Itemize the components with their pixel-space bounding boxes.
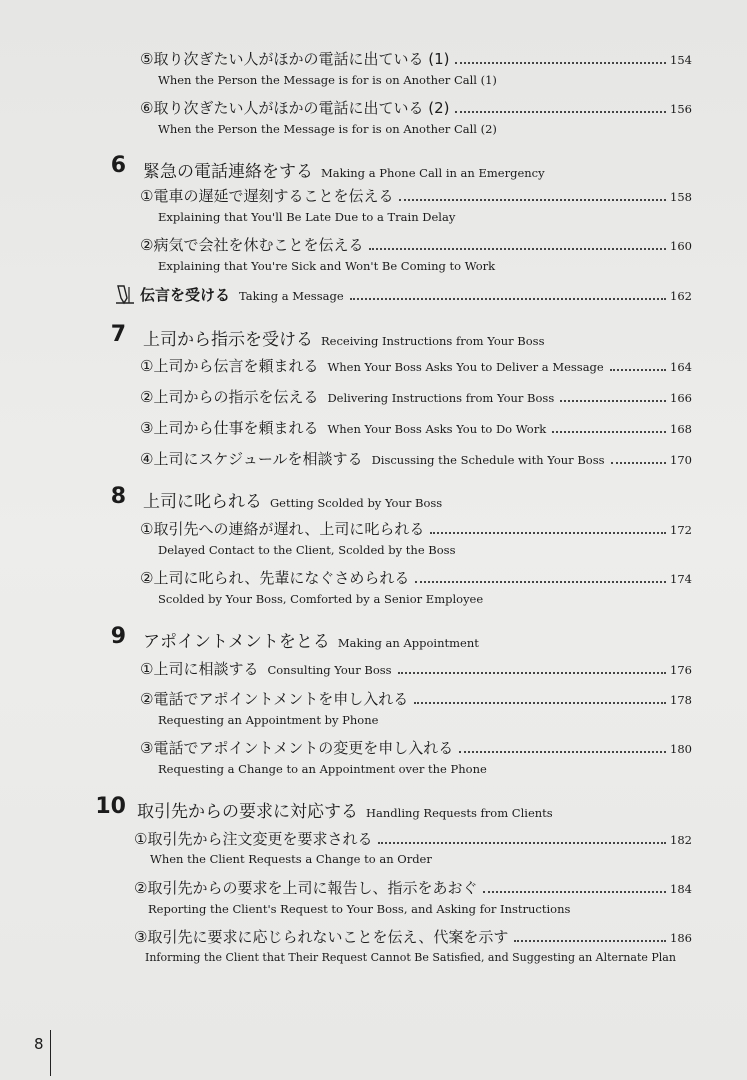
page-number: 8 <box>34 1035 44 1053</box>
chapter-title-en: Handling Requests from Clients <box>366 806 553 820</box>
chapter-number: 7 <box>110 322 126 347</box>
page-ref: 170 <box>670 453 692 467</box>
footer-rule <box>50 1030 51 1076</box>
page-ref: 168 <box>670 422 692 436</box>
entry-english: Requesting a Change to an Appointment over the Phone <box>158 762 487 776</box>
entry-title: ①取引先から注文変更を要求される <box>134 830 373 848</box>
toc-entry[interactable] <box>140 417 692 439</box>
entry-english: Reporting the Client's Request to Your Boss, and Asking for Instructions <box>148 902 571 916</box>
toc-entry[interactable] <box>134 926 692 948</box>
entry-english: Explaining that You're Sick and Won't Be Coming to Work <box>158 259 496 273</box>
page-ref: 176 <box>670 663 692 677</box>
toc-entry[interactable] <box>134 828 692 850</box>
dot-leader <box>350 297 666 300</box>
toc-entry[interactable] <box>140 185 692 207</box>
entry-english: When Your Boss Asks You to Deliver a Message <box>327 360 604 374</box>
entry-title: ①電車の遅延で遅刻することを伝える <box>140 187 394 205</box>
entry-title: ②電話でアポイントメントを申し入れる <box>140 690 409 708</box>
dot-leader <box>415 580 666 583</box>
entry-english: Delayed Contact to the Client, Scolded by the Boss <box>158 543 456 557</box>
chapter-title-jp: 緊急の電話連絡をする <box>143 162 313 182</box>
page-ref: 166 <box>670 391 692 405</box>
page-ref: 184 <box>670 882 692 896</box>
chapter-title <box>137 797 553 822</box>
page-ref: 158 <box>670 190 692 204</box>
toc-entry[interactable] <box>140 448 692 470</box>
entry-english: Scolded by Your Boss, Comforted by a Senior Employee <box>158 592 484 606</box>
toc-entry[interactable] <box>140 658 692 680</box>
dot-leader <box>483 890 666 893</box>
toc-entry[interactable] <box>140 688 692 710</box>
chapter-title <box>143 487 442 512</box>
chapter-number: 8 <box>110 484 126 509</box>
chapter-number: 10 <box>95 794 126 819</box>
page-ref: 164 <box>670 360 692 374</box>
entry-english: When the Person the Message is for is on Another Call (1) <box>158 73 497 87</box>
entry-english: When the Person the Message is for is on Another Call (2) <box>158 122 497 136</box>
page-ref: 172 <box>670 523 692 537</box>
chapter-title-en: Getting Scolded by Your Boss <box>270 496 443 510</box>
entry-english: Taking a Message <box>239 289 344 303</box>
chapter-title-en: Making an Appointment <box>337 636 479 650</box>
entry-title: ⑤取り次ぎたい人がほかの電話に出ている (1) <box>140 50 450 68</box>
page-ref: 178 <box>670 693 692 707</box>
entry-title: ①取引先への連絡が遅れ、上司に叱られる <box>140 520 425 538</box>
chapter-number: 6 <box>110 153 126 178</box>
chapter-title-en: Receiving Instructions from Your Boss <box>321 334 545 348</box>
dot-leader <box>560 399 666 402</box>
entry-english: When the Client Requests a Change to an Order <box>150 852 432 866</box>
entry-title: ①上司から伝言を頼まれる <box>140 357 319 375</box>
dot-leader <box>455 110 666 113</box>
page-ref: 154 <box>670 53 692 67</box>
dot-leader <box>514 939 666 942</box>
page-ref: 156 <box>670 102 692 116</box>
chapter-title <box>143 627 479 652</box>
toc-entry[interactable] <box>140 386 692 408</box>
entry-english: Consulting Your Boss <box>267 663 392 677</box>
dot-leader <box>398 671 666 674</box>
entry-english: Requesting an Appointment by Phone <box>158 713 379 727</box>
entry-english: Delivering Instructions from Your Boss <box>327 391 555 405</box>
toc-entry[interactable] <box>140 355 692 377</box>
entry-title: ③電話でアポイントメントの変更を申し入れる <box>140 739 454 757</box>
dot-leader <box>611 461 667 464</box>
toc-entry-memo[interactable] <box>140 284 692 306</box>
entry-english: When Your Boss Asks You to Do Work <box>327 422 547 436</box>
entry-title: ②取引先からの要求を上司に報告し、指示をあおぐ <box>134 879 478 897</box>
entry-title: ②上司に叱られ、先輩になぐさめられる <box>140 569 410 587</box>
pencil-icon <box>114 283 136 305</box>
chapter-number: 9 <box>110 624 126 649</box>
dot-leader <box>378 841 666 844</box>
chapter-title-jp: 上司から指示を受ける <box>143 330 313 350</box>
toc-entry[interactable] <box>134 877 692 899</box>
chapter-title-en: Making a Phone Call in an Emergency <box>321 166 545 180</box>
page-ref: 162 <box>670 289 692 303</box>
entry-title: ②病気で会社を休むことを伝える <box>140 236 364 254</box>
toc-entry[interactable] <box>140 97 692 119</box>
dot-leader <box>399 198 666 201</box>
toc-entry[interactable] <box>140 48 692 70</box>
entry-title: ②上司からの指示を伝える <box>140 388 319 406</box>
chapter-title-jp: 取引先からの要求に対応する <box>137 802 358 822</box>
dot-leader <box>459 750 666 753</box>
chapter-title <box>143 157 545 182</box>
entry-english: Explaining that You'll Be Late Due to a Train Delay <box>158 210 456 224</box>
entry-title: ③上司から仕事を頼まれる <box>140 419 319 437</box>
toc-entry[interactable] <box>140 234 692 256</box>
page-ref: 180 <box>670 742 692 756</box>
entry-title: 伝言を受ける <box>140 286 231 304</box>
entry-title: ①上司に相談する <box>140 660 259 678</box>
page-ref: 186 <box>670 931 692 945</box>
entry-title: ④上司にスケジュールを相談する <box>140 450 363 468</box>
entry-title: ⑥取り次ぎたい人がほかの電話に出ている (2) <box>140 99 450 117</box>
dot-leader <box>610 368 666 371</box>
dot-leader <box>430 531 666 534</box>
toc-entry[interactable] <box>140 737 692 759</box>
dot-leader <box>552 430 666 433</box>
toc-entry[interactable] <box>140 518 692 540</box>
dot-leader <box>455 61 666 64</box>
entry-english: Informing the Client that Their Request Cannot Be Satisfied, and Suggesting an Alternate Plan <box>145 951 676 964</box>
page-ref: 160 <box>670 239 692 253</box>
chapter-title-jp: 上司に叱られる <box>143 492 262 512</box>
toc-entry[interactable] <box>140 567 692 589</box>
dot-leader <box>414 701 666 704</box>
entry-english: Discussing the Schedule with Your Boss <box>371 453 605 467</box>
page-ref: 174 <box>670 572 692 586</box>
chapter-title <box>143 325 544 350</box>
chapter-title-jp: アポイントメントをとる <box>143 632 330 652</box>
dot-leader <box>369 247 666 250</box>
entry-title: ③取引先に要求に応じられないことを伝え、代案を示す <box>134 928 509 946</box>
page-ref: 182 <box>670 833 692 847</box>
